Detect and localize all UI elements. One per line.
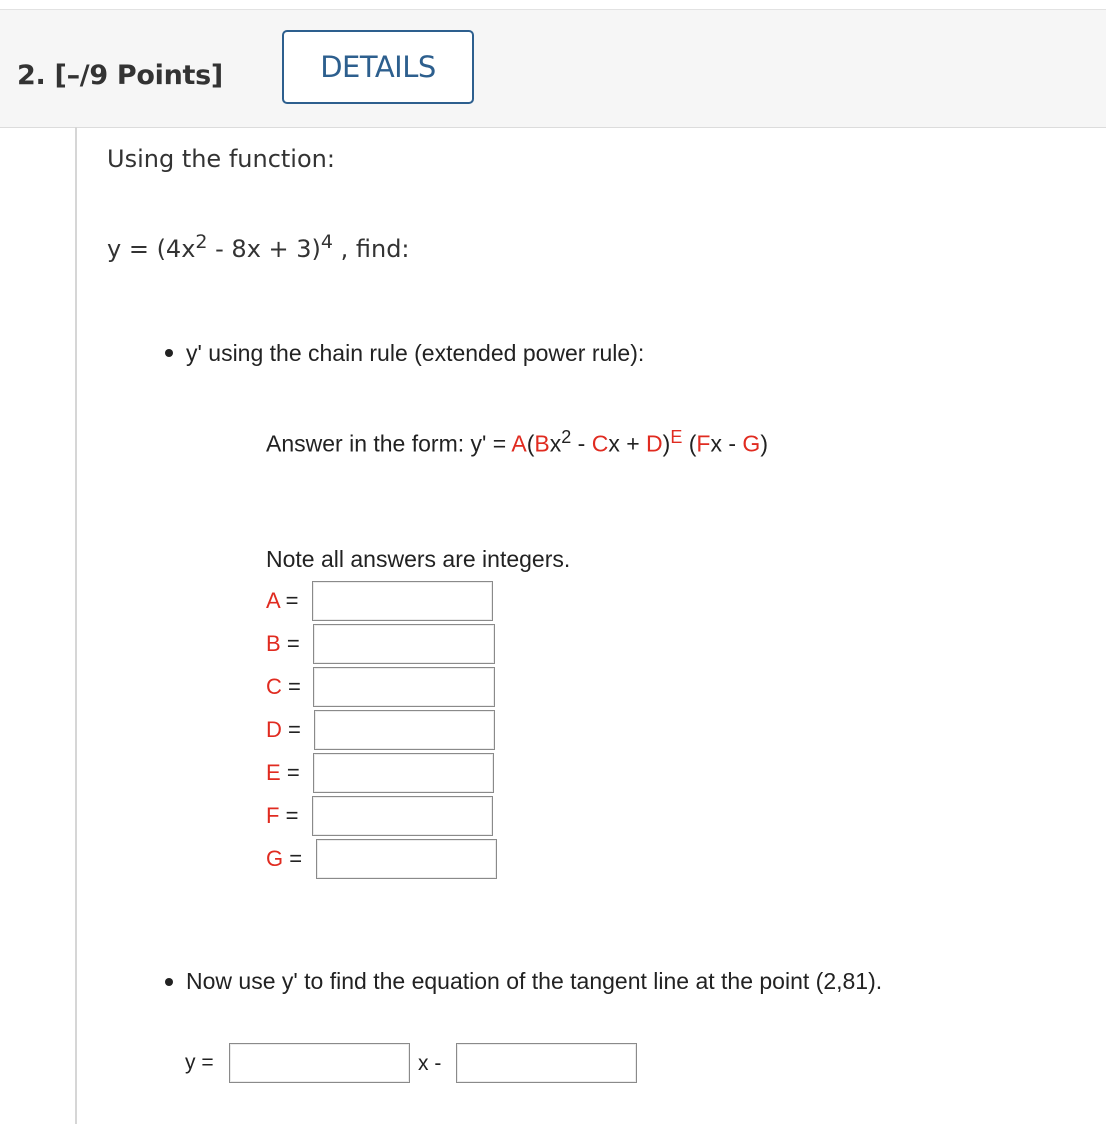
variable-letter: D xyxy=(266,717,282,742)
form-var-b: B xyxy=(534,430,550,457)
form-x-minus: x - xyxy=(710,430,743,457)
function-suffix: , find: xyxy=(332,235,410,263)
form-exponent-2: 2 xyxy=(561,427,572,447)
slope-input[interactable] xyxy=(229,1043,410,1083)
equals-sign: = xyxy=(289,846,303,871)
function-exponent-2: 4 xyxy=(320,231,333,253)
variable-letter: A xyxy=(266,588,280,613)
variable-label xyxy=(266,760,300,786)
variable-letter: G xyxy=(266,846,284,871)
answer-input-a[interactable] xyxy=(312,581,493,621)
form-var-f: F xyxy=(696,430,711,457)
bullet-icon xyxy=(165,978,173,986)
variable-label xyxy=(266,631,300,657)
function-prefix: y = (4x xyxy=(107,235,196,263)
equals-sign: = xyxy=(288,717,301,742)
variable-label xyxy=(266,846,302,872)
variable-label xyxy=(266,588,298,614)
equals-sign: = xyxy=(285,803,299,828)
part1-bullet-text: y' using the chain rule (extended power rule): xyxy=(186,340,645,366)
form-var-a: A xyxy=(511,430,527,457)
answer-input-e[interactable] xyxy=(313,753,494,793)
question-title: 2. [–/9 Points] xyxy=(17,60,223,91)
answer-input-d[interactable] xyxy=(314,710,495,750)
part2-bullet-text: Now use y' to find the equation of the tangent line at the point (2,81). xyxy=(186,968,883,994)
form-var-d: D xyxy=(646,430,663,457)
variable-label xyxy=(266,717,301,743)
form-minus: - xyxy=(571,430,592,457)
tangent-x-label: x - xyxy=(418,1052,442,1075)
bullet-icon xyxy=(165,349,173,357)
form-close-paren: ) xyxy=(662,430,671,457)
form-x-plus: x + xyxy=(608,430,647,457)
form-open-paren: ( xyxy=(526,430,535,457)
tangent-y-label: y = xyxy=(185,1051,214,1074)
question-header xyxy=(0,9,1106,128)
intercept-input[interactable] xyxy=(456,1043,637,1083)
variable-letter: F xyxy=(266,803,280,828)
equals-sign: = xyxy=(288,674,301,699)
answer-input-g[interactable] xyxy=(316,839,497,879)
intro-text: Using the function: xyxy=(107,145,335,173)
answer-input-b[interactable] xyxy=(313,624,495,664)
form-var-g: G xyxy=(742,430,761,457)
integer-note: Note all answers are integers. xyxy=(266,546,571,572)
function-expression xyxy=(107,231,410,263)
answer-input-f[interactable] xyxy=(312,796,493,836)
variable-label xyxy=(266,674,301,700)
variable-label xyxy=(266,803,298,829)
equals-sign: = xyxy=(285,588,299,613)
variable-letter: E xyxy=(266,760,281,785)
equals-sign: = xyxy=(286,631,300,656)
answer-form-expression xyxy=(266,427,768,458)
equals-sign: = xyxy=(286,760,300,785)
form-var-e: E xyxy=(670,427,683,447)
function-middle: - 8x + 3) xyxy=(207,235,321,263)
answer-input-c[interactable] xyxy=(313,667,495,707)
details-button[interactable]: DETAILS xyxy=(282,30,474,104)
form-open-paren-2: ( xyxy=(682,430,697,457)
form-prefix: Answer in the form: y' = xyxy=(266,430,512,457)
form-close-paren-2: ) xyxy=(760,430,768,457)
variable-letter: B xyxy=(266,631,281,656)
variable-letter: C xyxy=(266,674,282,699)
function-exponent-1: 2 xyxy=(195,231,208,253)
form-x-squared: x xyxy=(549,430,562,457)
question-body-rule xyxy=(75,127,77,1124)
form-var-c: C xyxy=(591,430,609,457)
